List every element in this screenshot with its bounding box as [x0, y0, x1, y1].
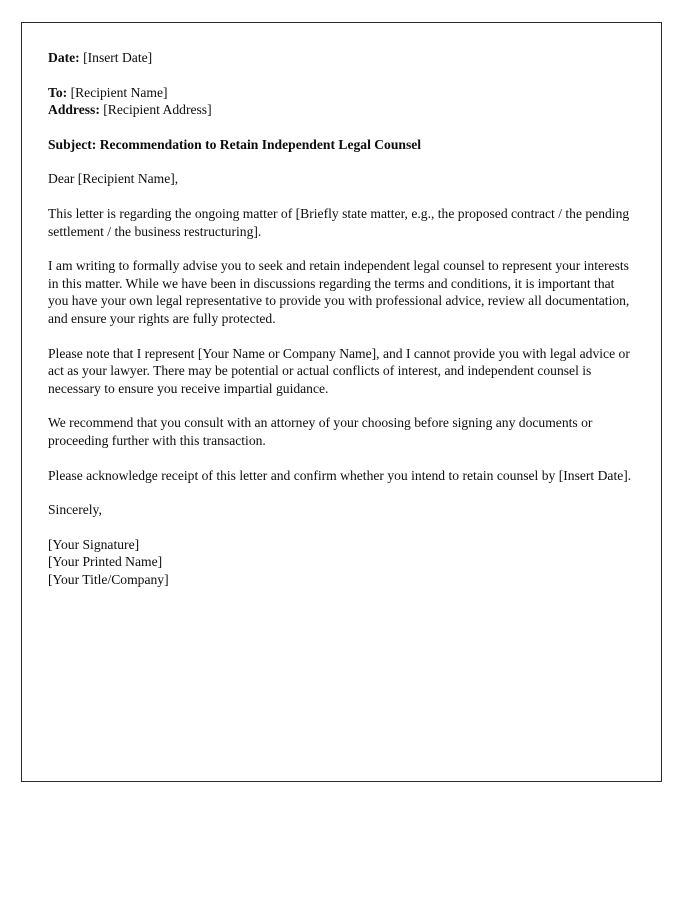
body-paragraph-5: Please acknowledge receipt of this letter and confirm whether you intend to retain counsel by [Insert Date].: [48, 467, 632, 483]
body-paragraph-1: This letter is regarding the ongoing matter of [Briefly state matter, e.g., the proposed contract / the pending settlement / the business restructuring].: [48, 205, 630, 239]
recipient-address-line: [48, 101, 633, 119]
document-page: [21, 22, 662, 782]
to-label: To:: [48, 84, 68, 100]
spacer-after-salutation: [48, 188, 633, 205]
spacer-after-date: [48, 67, 633, 84]
body-paragraph-3: Please note that I represent [Your Name or Company Name], and I cannot provide you with legal advice or act as your lawyer. There may be potential or actual conflicts of interest, and independent counsel is necessary to ensure you receive impartial guidance.: [48, 345, 630, 396]
date-line: [48, 49, 633, 67]
spacer-after-closing: [48, 519, 633, 536]
printed-name-placeholder: [Your Printed Name]: [48, 554, 163, 570]
closing-salutation: Sincerely,: [48, 502, 102, 518]
recipient-name-line: [48, 84, 633, 102]
date-label: Date:: [48, 50, 80, 65]
date-value: [Insert Date]: [83, 50, 153, 65]
body-paragraph-4: We recommend that you consult with an attorney of your choosing before signing any documents or proceeding further with this transaction.: [48, 415, 593, 448]
signature-placeholder: [Your Signature]: [48, 536, 140, 552]
address-label: Address:: [48, 102, 100, 118]
spacer-after-subject: [48, 153, 633, 170]
letter-content: [22, 23, 661, 589]
signature-block: [48, 536, 633, 589]
salutation: Dear [Recipient Name],: [48, 171, 179, 187]
title-company-placeholder: [Your Title/Company]: [48, 572, 169, 588]
body-paragraph-2: I am writing to formally advise you to seek and retain independent legal counsel to represent your interests in this matter. While we have been in discussions regarding the terms and conditions, it is important that you have your own legal representative to provide you with professional advice, review all documentation, and ensure your rights are fully protected.: [48, 258, 630, 326]
to-value: [Recipient Name]: [70, 84, 168, 100]
subject-line: Subject: Recommendation to Retain Independent Legal Counsel: [48, 136, 422, 152]
spacer-after-recipient: [48, 119, 633, 136]
address-value: [Recipient Address]: [103, 102, 212, 118]
